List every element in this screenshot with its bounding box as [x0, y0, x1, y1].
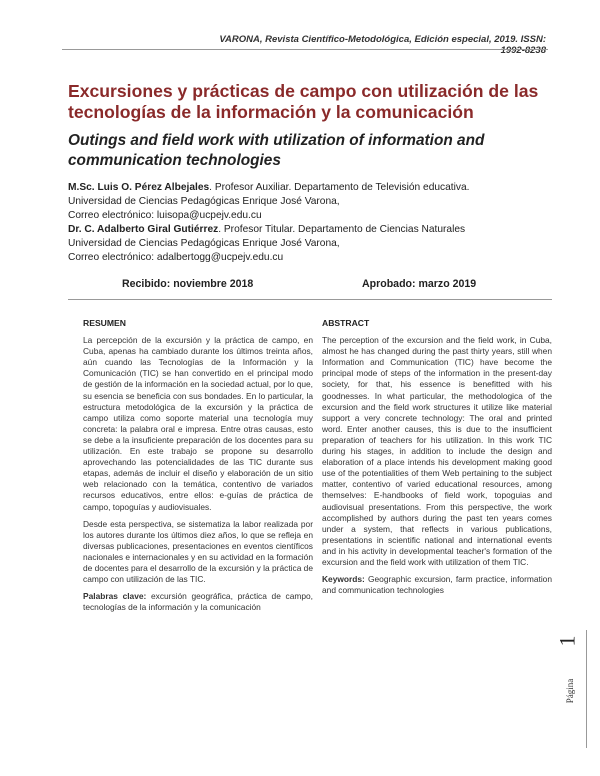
author-2-line	[68, 223, 554, 237]
resumen-keywords-label: Palabras clave:	[83, 591, 147, 602]
abstract-keywords-text: Geographic excursion, farm practice, information and communication technologies	[322, 574, 552, 596]
author-1-line	[68, 181, 554, 195]
author-1-name: M.Sc. Luis O. Pérez Albejales	[68, 182, 210, 193]
title-spanish: Excursiones y prácticas de campo con utilización de las tecnologías de la información y la comunicación	[68, 81, 539, 122]
abstract-paragraph: The perception of the excursion and the field work, in Cuba, almost he has changed during the past thirty years, still when Information and Communication (TIC) have become the principal mode of steps of the information in the present-day society, for that, his essence is benefitted with his goodnesses. In what particular, the methodologica of the excursion and the field work structures it utilize like material support a very concrete technology: The oral and printed word. Enter another causes, this is due to the insufficient preparation of teachers for his utilization. In this work TIC during his stages, in addition to include the design and elaboration of a place intends his development making good use of the potentialities of them Web pertaining to the subject matter, contentivo of varied educational resources, among themselves: E-handbooks of field work, topoguias and audiovisual presentations. From this perspective, the work accomplished by authors during the past ten years comes under a system, that reflects in various publications, presentations in scientific national and international events and in his activity in developmental teacher's formation of the excursion and the field work with utilization of them TIC.	[322, 335, 552, 567]
author-2-institution: Universidad de Ciencias Pedagógicas Enrique José Varona,	[68, 238, 340, 249]
resumen-column	[83, 318, 313, 619]
abstract-heading: ABSTRACT	[322, 318, 370, 328]
title-english: Outings and field work with utilization of information and communication technologies	[68, 132, 485, 169]
dates-divider	[68, 299, 552, 300]
page-number-block	[554, 628, 588, 748]
approved-date: Aprobado: marzo 2019	[362, 278, 477, 290]
received-date: Recibido: noviembre 2018	[122, 278, 254, 290]
author-2-email: Correo electrónico: adalbertogg@ucpejv.edu.cu	[68, 252, 284, 263]
author-1-email: Correo electrónico: luisopa@ucpejv.edu.cu	[68, 210, 262, 221]
author-2-name: Dr. C. Adalberto Giral Gutiérrez	[68, 224, 219, 235]
authors-block	[68, 181, 554, 265]
abstract-keywords-label: Keywords:	[322, 574, 365, 585]
resumen-heading: RESUMEN	[83, 318, 126, 328]
abstract-keywords	[322, 574, 552, 596]
resumen-paragraph-2: Desde esta perspectiva, se sistematiza la labor realizada por los autores durante los últimos diez años, lo que se refleja en diversas publicaciones, presentaciones en eventos científicos nacionales e internacionales y en su actividad en la formación de docentes para el desarrollo de la excursión y la práctica de campo con utilización de las TIC.	[83, 518, 313, 585]
resumen-keywords	[83, 591, 313, 613]
resumen-keywords-text: excursión geográfica, práctica de campo, tecnologías de la información y la comunicación	[83, 591, 313, 613]
page-label: Página	[565, 678, 575, 704]
author-2-role: . Profesor Titular. Departamento de Ciencias Naturales	[218, 224, 466, 235]
author-1-role: . Profesor Auxiliar. Departamento de Televisión educativa.	[209, 182, 470, 193]
resumen-paragraph-1: La percepción de la excursión y la práctica de campo, en Cuba, apenas ha cambiado durante los últimos treinta años, aún cuando las Tecnologías de la Información y la Comunicación (TIC) se han convertido en el principal modo de gestión de la información en la sociedad actual, por lo que, su esencia se beneficia con sus bondades. En lo particular, la estructura metodológica de la excursión y la práctica de campo utiliza como soporte material una tecnología muy concreta: la palabra oral e impresa. Entre otras causas, esto se debe a la insuficiente preparación de los docentes para su utilización. En este trabajo se propone su desarrollo aprovechando las potencialidades de las TIC durante sus etapas, además de incluir el diseño y elaboración de un sitio web relacionado con la temática, contentivo de variados recursos educativos, entre ellos: e-guías de práctica de campo, topoguías y audiovisuales.	[83, 335, 313, 512]
page-number-divider	[586, 630, 587, 748]
header-divider	[62, 49, 548, 50]
page-number: 1	[554, 635, 580, 647]
author-1-institution: Universidad de Ciencias Pedagógicas Enrique José Varona,	[68, 196, 340, 207]
journal-header: VARONA, Revista Científico-Metodológica, Edición especial, 2019. ISSN: 1992-8238	[219, 34, 546, 56]
abstract-column	[322, 318, 552, 602]
